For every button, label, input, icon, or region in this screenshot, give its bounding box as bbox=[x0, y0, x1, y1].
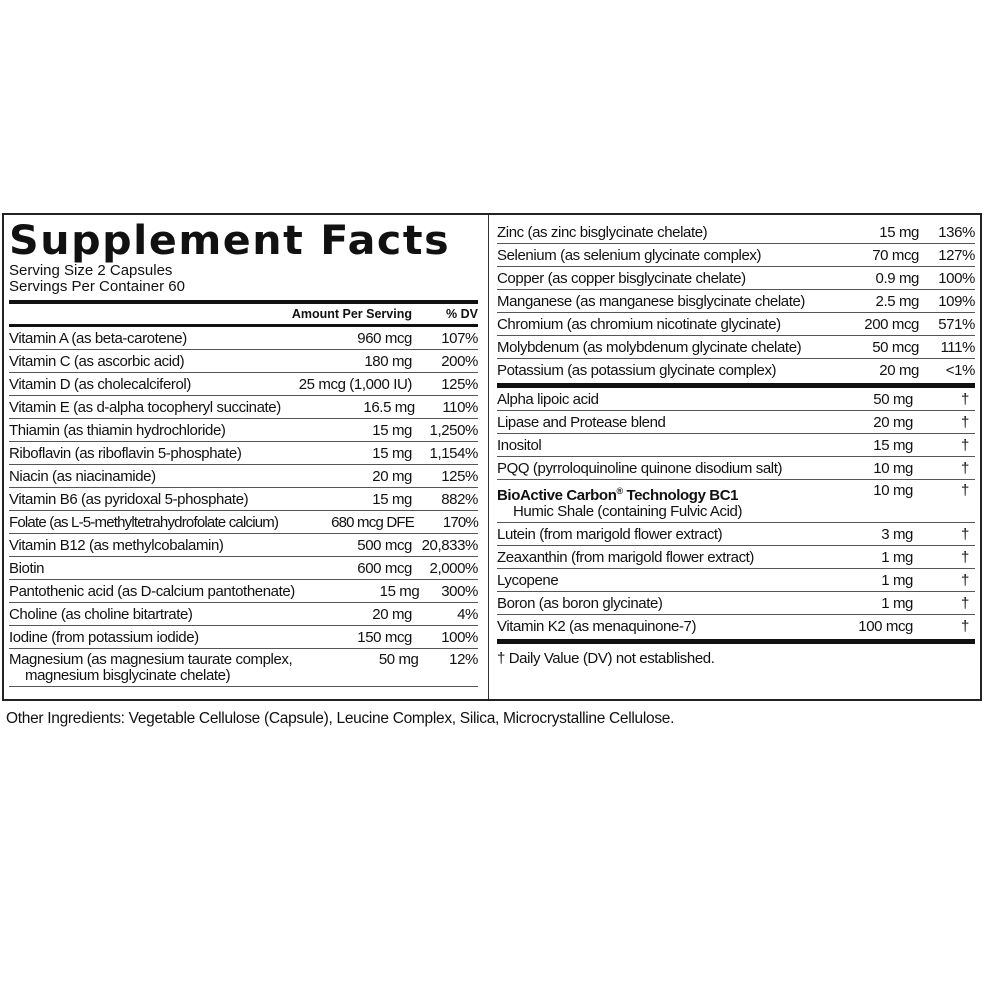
dv-footnote: † Daily Value (DV) not established. bbox=[497, 650, 715, 667]
nutrient-row: Vitamin B6 (as pyridoxal 5-phosphate) 15 mg 882% bbox=[9, 488, 478, 511]
nutrient-row: Vitamin A (as beta-carotene) 960 mcg 107% bbox=[9, 327, 478, 350]
nutrient-row: Manganese (as manganese bisglycinate chelate) 2.5 mg 109% bbox=[497, 290, 975, 313]
nutrient-row: Vitamin C (as ascorbic acid) 180 mg 200% bbox=[9, 350, 478, 373]
label-title: Supplement Facts bbox=[9, 218, 451, 264]
dagger-icon: † bbox=[961, 414, 969, 431]
nutrient-row: Vitamin E (as d-alpha tocopheryl succinate) 16.5 mg 110% bbox=[9, 396, 478, 419]
dagger-icon: † bbox=[961, 595, 969, 612]
ingredient-row: Vitamin K2 (as menaquinone-7) 100 mcg † bbox=[497, 615, 975, 637]
serving-size: Serving Size 2 Capsules bbox=[9, 262, 173, 279]
nutrient-row: Chromium (as chromium nicotinate glycinate) 200 mcg 571% bbox=[497, 313, 975, 336]
column-header bbox=[9, 304, 478, 324]
nutrient-row: Thiamin (as thiamin hydrochloride) 15 mg 1,250% bbox=[9, 419, 478, 442]
dagger-icon: † bbox=[961, 572, 969, 589]
nutrient-row: Copper (as copper bisglycinate chelate) 0.9 mg 100% bbox=[497, 267, 975, 290]
dagger-icon: † bbox=[961, 618, 969, 635]
column-divider bbox=[488, 215, 489, 699]
nutrient-row: Zinc (as zinc bisglycinate chelate) 15 mg 136% bbox=[497, 221, 975, 244]
dagger-icon: † bbox=[961, 391, 969, 408]
nutrient-row: Biotin 600 mcg 2,000% bbox=[9, 557, 478, 580]
dagger-icon: † bbox=[961, 549, 969, 566]
nutrient-row: Choline (as choline bitartrate) 20 mg 4% bbox=[9, 603, 478, 626]
nutrient-row: Iodine (from potassium iodide) 150 mcg 100% bbox=[9, 626, 478, 649]
nutrient-row: Pantothenic acid (as D-calcium pantothenate) 15 mg 300% bbox=[9, 580, 478, 603]
nutrient-row: Vitamin B12 (as methylcobalamin) 500 mcg 20,833% bbox=[9, 534, 478, 557]
ingredient-row: Lutein (from marigold flower extract) 3 mg † bbox=[497, 523, 975, 546]
right-column bbox=[497, 215, 975, 667]
ingredient-row: Inositol 15 mg † bbox=[497, 434, 975, 457]
other-ingredients: Other Ingredients: Vegetable Cellulose (Capsule), Leucine Complex, Silica, Microcrystalline Cellulose. bbox=[6, 710, 675, 727]
ingredient-row: Alpha lipoic acid 50 mg † bbox=[497, 388, 975, 411]
bioactive-carbon-heading: BioActive Carbon® Technology BC1 bbox=[497, 486, 739, 504]
dv-header: % DV bbox=[446, 307, 478, 321]
amount-header: Amount Per Serving bbox=[291, 307, 412, 321]
nutrient-row: Potassium (as potassium glycinate complex) 20 mg <1% bbox=[497, 362, 975, 379]
supplement-facts-label bbox=[2, 213, 982, 701]
ingredient-row: BioActive Carbon® Technology BC1 Humic Shale (containing Fulvic Acid) 10 mg † bbox=[497, 480, 975, 523]
nutrient-row: Riboflavin (as riboflavin 5-phosphate) 15 mg 1,154% bbox=[9, 442, 478, 465]
nutrient-row: Niacin (as niacinamide) 20 mg 125% bbox=[9, 465, 478, 488]
dagger-icon: † bbox=[961, 460, 969, 477]
ingredient-row: Lipase and Protease blend 20 mg † bbox=[497, 411, 975, 434]
nutrient-row: Molybdenum (as molybdenum glycinate chelate) 50 mcg 111% bbox=[497, 336, 975, 359]
ingredient-row: Lycopene 1 mg † bbox=[497, 569, 975, 592]
ingredient-row: Boron (as boron glycinate) 1 mg † bbox=[497, 592, 975, 615]
nutrient-row: Magnesium (as magnesium taurate complex, magnesium bisglycinate chelate) 50 mg 12% bbox=[9, 649, 478, 687]
nutrient-row: Selenium (as selenium glycinate complex) 70 mcg 127% bbox=[497, 244, 975, 267]
dagger-icon: † bbox=[961, 482, 969, 499]
nutrient-row: Vitamin D (as cholecalciferol) 25 mcg (1,000 IU) 125% bbox=[9, 373, 478, 396]
dagger-icon: † bbox=[961, 526, 969, 543]
servings-per-container: Servings Per Container 60 bbox=[9, 278, 185, 295]
ingredient-row: PQQ (pyrroloquinoline quinone disodium salt) 10 mg † bbox=[497, 457, 975, 480]
left-column bbox=[9, 215, 478, 687]
nutrient-row: Folate (as L-5-methyltetrahydrofolate calcium) 680 mcg DFE 170% bbox=[9, 511, 478, 534]
dagger-icon: † bbox=[961, 437, 969, 454]
ingredient-row: Zeaxanthin (from marigold flower extract) 1 mg † bbox=[497, 546, 975, 569]
